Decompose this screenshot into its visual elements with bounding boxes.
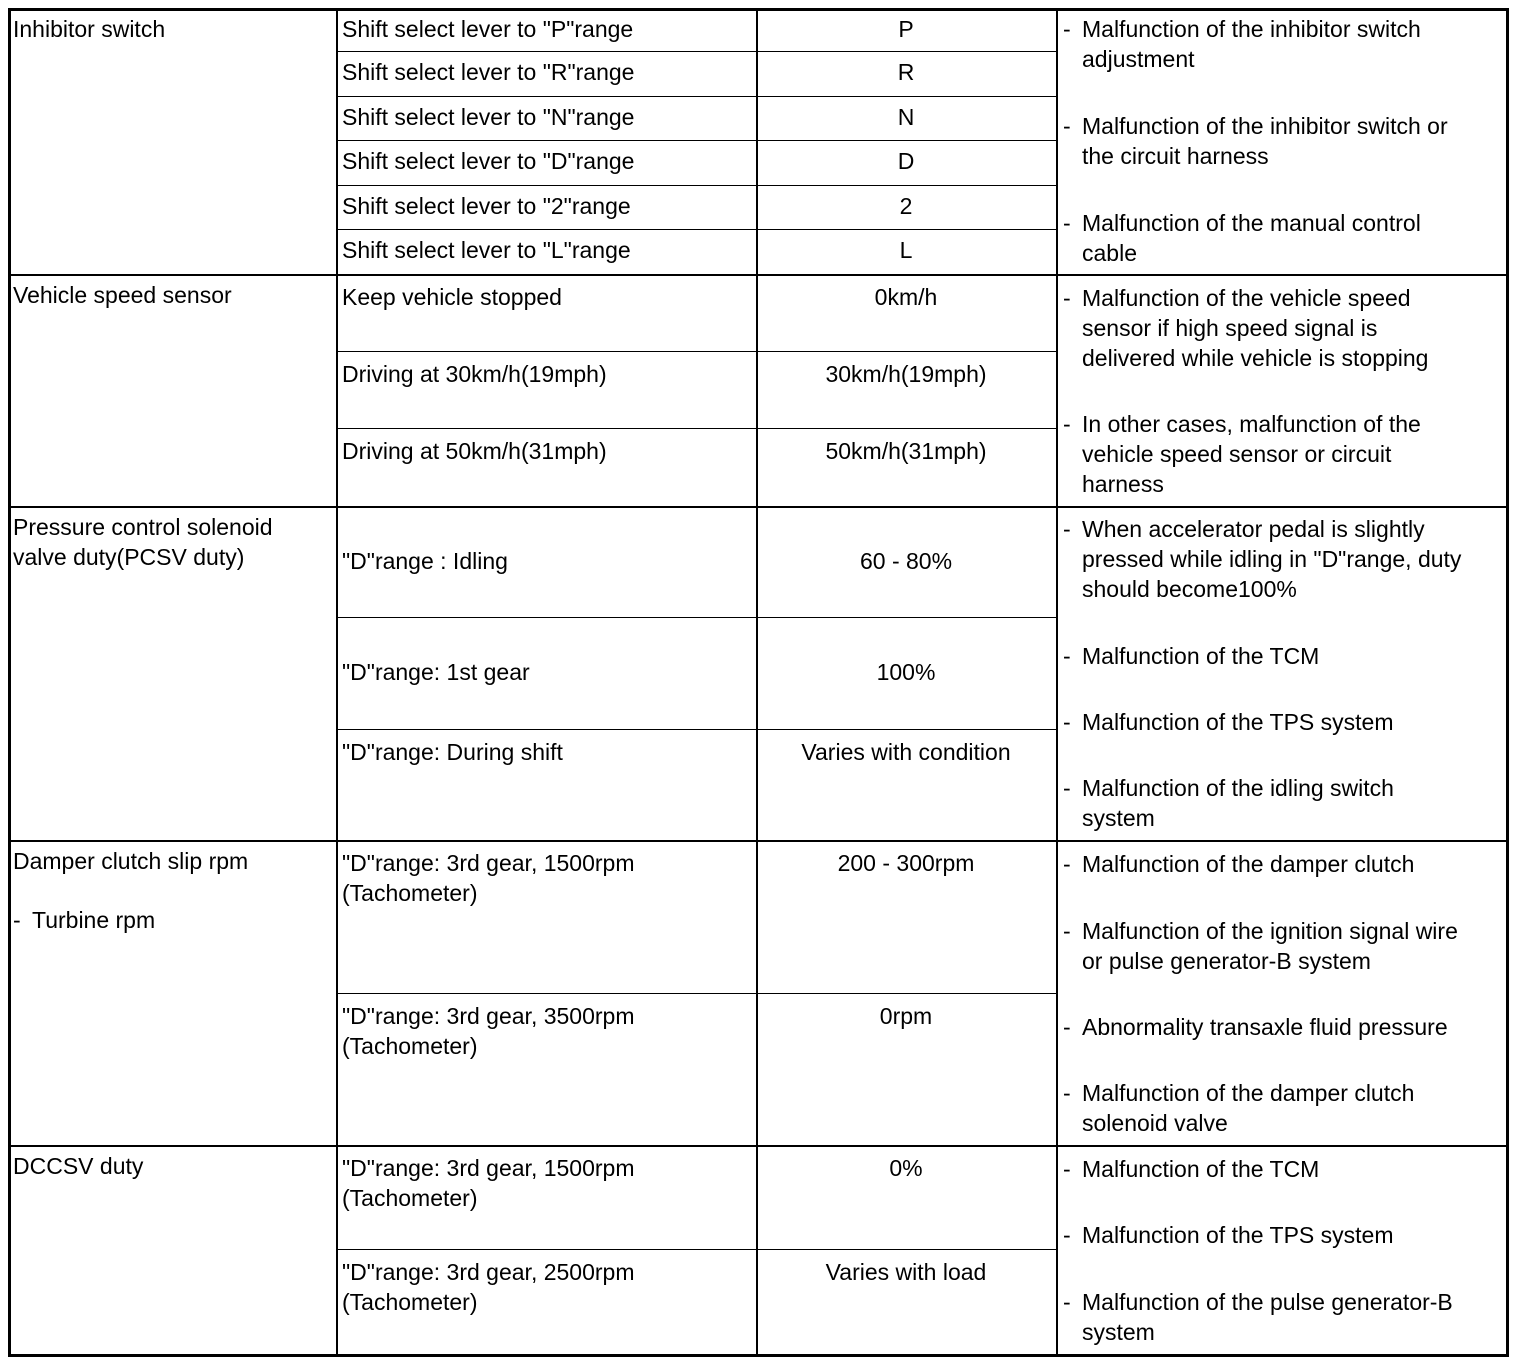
check-condition: "D"range: 3rd gear, 1500rpm (342, 850, 635, 876)
bullet-dash: - (1063, 1014, 1071, 1040)
probable-cause-text: Abnormality transaxle fluid pressure (1082, 1014, 1448, 1040)
check-condition: Driving at 50km/h(31mph) (342, 438, 607, 464)
check-condition: (Tachometer) (342, 880, 478, 906)
bullet-dash: - (1063, 709, 1071, 735)
sub-item-dash: - (13, 907, 21, 933)
column-divider (336, 8, 338, 1354)
check-condition: "D"range: 1st gear (342, 659, 530, 685)
bullet-dash: - (1063, 1289, 1071, 1315)
probable-cause-text: Malfunction of the idling switch (1082, 775, 1394, 801)
spec-value: 50km/h(31mph) (825, 438, 987, 464)
check-condition: (Tachometer) (342, 1033, 478, 1059)
probable-cause-text: system (1082, 805, 1155, 831)
check-condition: Shift select lever to "2"range (342, 193, 631, 219)
spec-value: Varies with load (825, 1259, 987, 1285)
check-condition: Shift select lever to "R"range (342, 59, 635, 85)
bullet-dash: - (1063, 1080, 1071, 1106)
subrow-divider (336, 351, 1056, 352)
subrow-divider (336, 428, 1056, 429)
bullet-dash: - (1063, 1156, 1071, 1182)
probable-cause-text: In other cases, malfunction of the (1082, 411, 1421, 437)
spec-value: 0km/h (874, 284, 938, 310)
column-divider (1056, 8, 1058, 1354)
spec-value: N (897, 104, 915, 130)
item-name: Damper clutch slip rpm (13, 848, 249, 874)
bullet-dash: - (1063, 16, 1071, 42)
row-divider (8, 840, 1506, 842)
spec-value: D (897, 148, 915, 174)
bullet-dash: - (1063, 1222, 1071, 1248)
spec-value: 60 - 80% (859, 548, 953, 574)
probable-cause-text: delivered while vehicle is stopping (1082, 345, 1429, 371)
probable-cause-text: Malfunction of the inhibitor switch or (1082, 113, 1448, 139)
table-border-right (1506, 8, 1509, 1357)
subrow-divider (336, 993, 1056, 994)
probable-cause-text: system (1082, 1319, 1155, 1345)
bullet-dash: - (1063, 411, 1071, 437)
subrow-divider (336, 96, 1056, 97)
bullet-dash: - (1063, 643, 1071, 669)
bullet-dash: - (1063, 516, 1071, 542)
row-divider (8, 1145, 1506, 1147)
check-condition: "D"range: 3rd gear, 2500rpm (342, 1259, 635, 1285)
check-condition: "D"range : Idling (342, 548, 508, 574)
bullet-dash: - (1063, 851, 1071, 877)
check-condition: Shift select lever to "L"range (342, 237, 631, 263)
spec-value: P (898, 16, 914, 42)
probable-cause-text: sensor if high speed signal is (1082, 315, 1378, 341)
check-condition: Keep vehicle stopped (342, 284, 562, 310)
row-divider (8, 274, 1506, 276)
bullet-dash: - (1063, 210, 1071, 236)
probable-cause-text: cable (1082, 240, 1137, 266)
check-condition: (Tachometer) (342, 1185, 478, 1211)
item-name: valve duty(PCSV duty) (13, 544, 245, 570)
bullet-dash: - (1063, 285, 1071, 311)
check-condition: Shift select lever to "D"range (342, 148, 635, 174)
probable-cause-text: or pulse generator-B system (1082, 948, 1371, 974)
probable-cause-text: Malfunction of the inhibitor switch (1082, 16, 1421, 42)
item-name: Inhibitor switch (13, 16, 166, 42)
row-divider (8, 506, 1506, 508)
spec-value: Varies with condition (801, 739, 1011, 765)
spec-value: 2 (899, 193, 913, 219)
probable-cause-text: Malfunction of the damper clutch (1082, 1080, 1415, 1106)
bullet-dash: - (1063, 918, 1071, 944)
probable-cause-text: Malfunction of the TPS system (1082, 709, 1394, 735)
probable-cause-text: solenoid valve (1082, 1110, 1228, 1136)
probable-cause-text: Malfunction of the TPS system (1082, 1222, 1394, 1248)
spec-value: R (897, 59, 915, 85)
spec-value: 30km/h(19mph) (825, 361, 987, 387)
check-condition: (Tachometer) (342, 1289, 478, 1315)
sub-item-name: Turbine rpm (32, 907, 156, 933)
subrow-divider (336, 229, 1056, 230)
check-condition: Driving at 30km/h(19mph) (342, 361, 607, 387)
table-border-top (8, 8, 1509, 11)
item-name: Pressure control solenoid (13, 514, 273, 540)
subrow-divider (336, 185, 1056, 186)
probable-cause-text: harness (1082, 471, 1164, 497)
spec-value: 0rpm (879, 1003, 933, 1029)
subrow-divider (336, 140, 1056, 141)
probable-cause-text: the circuit harness (1082, 143, 1269, 169)
item-name: Vehicle speed sensor (13, 282, 232, 308)
bullet-dash: - (1063, 113, 1071, 139)
check-condition: Shift select lever to "N"range (342, 104, 635, 130)
probable-cause-text: Malfunction of the TCM (1082, 643, 1320, 669)
subrow-divider (336, 617, 1056, 618)
table-border-bottom (8, 1354, 1509, 1357)
check-condition: Shift select lever to "P"range (342, 16, 634, 42)
probable-cause-text: should become100% (1082, 576, 1297, 602)
subrow-divider (336, 729, 1056, 730)
spec-value: 0% (889, 1155, 923, 1181)
probable-cause-text: Malfunction of the vehicle speed (1082, 285, 1411, 311)
probable-cause-text: pressed while idling in "D"range, duty (1082, 546, 1462, 572)
probable-cause-text: Malfunction of the pulse generator-B (1082, 1289, 1453, 1315)
spec-value: 100% (876, 659, 936, 685)
table-border-left (8, 8, 11, 1357)
spec-value: L (899, 237, 913, 263)
probable-cause-text: Malfunction of the ignition signal wire (1082, 918, 1458, 944)
probable-cause-text: Malfunction of the damper clutch (1082, 851, 1415, 877)
probable-cause-text: When accelerator pedal is slightly (1082, 516, 1425, 542)
probable-cause-text: Malfunction of the TCM (1082, 1156, 1320, 1182)
probable-cause-text: Malfunction of the manual control (1082, 210, 1421, 236)
subrow-divider (336, 51, 1056, 52)
probable-cause-text: adjustment (1082, 46, 1195, 72)
check-condition: "D"range: 3rd gear, 1500rpm (342, 1155, 635, 1181)
bullet-dash: - (1063, 775, 1071, 801)
check-condition: "D"range: 3rd gear, 3500rpm (342, 1003, 635, 1029)
spec-value: 200 - 300rpm (837, 850, 975, 876)
probable-cause-text: vehicle speed sensor or circuit (1082, 441, 1392, 467)
check-condition: "D"range: During shift (342, 739, 563, 765)
subrow-divider (336, 1249, 1056, 1250)
item-name: DCCSV duty (13, 1153, 144, 1179)
